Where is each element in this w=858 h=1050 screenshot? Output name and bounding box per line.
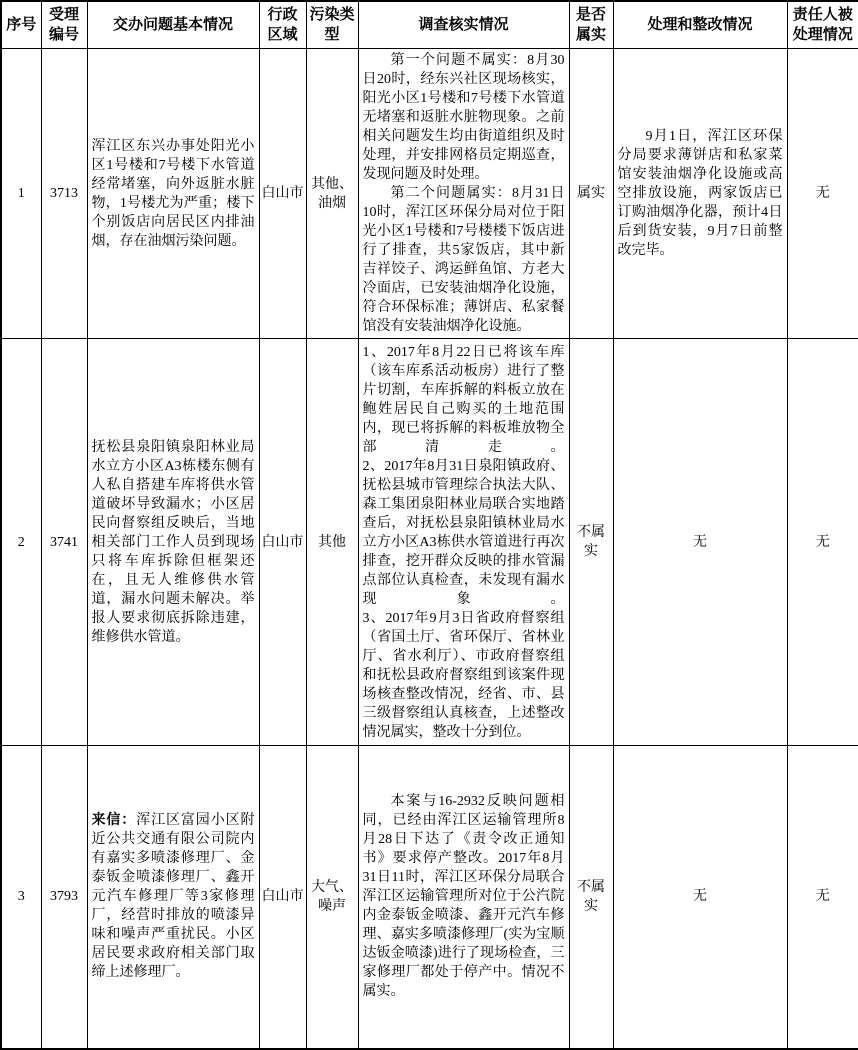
cell-pollution-type: 大气、噪声 (306, 746, 358, 1049)
table-row (1, 746, 858, 1049)
handling-paragraph: 9月1日，浑江区环保分局要求薄饼店和私家菜馆安装油烟净化设施或高空排放设施，两家饭店已订购油烟净化器，预计4日后到货安装，9月7日前整改完毕。 (617, 129, 783, 258)
investigation-paragraph: 1、2017年8月22日已将该车库（该车库系活动板房）进行了整片切割，车库拆解的料板立放在鲍姓居民自己购买的土地范围内，现已将拆解的料板堆放物全部清走。 (362, 344, 565, 455)
column-header-investigation: 调查核实情况 (358, 1, 569, 49)
cell-region: 白山市 (259, 339, 306, 746)
column-header-case-no: 受理编号 (41, 1, 87, 49)
problem-text: 抚松县泉阳镇泉阳林业局水立方小区A3栋楼东侧有人私自搭建车库将供水管道破坏导致漏水；小区居民向督察组反映后，当地相关部门工作人员到现场只将车库拆除但框架还在，且无人维修供水管道，漏水问题未解决。举报人要求彻底拆除违建，维修供水管道。 (91, 439, 255, 645)
cell-case-no: 3793 (41, 746, 87, 1049)
column-header-pollution-type: 污染类型 (306, 1, 358, 49)
problem-text (92, 811, 255, 982)
column-header-region: 行政区域 (259, 1, 306, 49)
problem-body-text: 浑江区富园小区附近公共交通有限公司院内有嘉实多喷漆修理厂、金泰钣金喷漆修理厂、鑫开元汽车修理厂等3家修理厂，经营时排放的喷漆异味和噪声严重扰民。小区居民要求政府相关部门取缔上述修理厂。 (91, 813, 255, 981)
cell-pollution-type: 其他 (306, 339, 358, 746)
table-row (1, 339, 858, 746)
cell-responsible: 无 (787, 339, 858, 746)
cell-verified: 不属实 (569, 746, 613, 1049)
cell-investigation (358, 746, 569, 1049)
column-header-handling: 处理和整改情况 (613, 1, 787, 49)
cell-region: 白山市 (259, 49, 306, 339)
cell-handling: 无 (613, 339, 787, 746)
cell-investigation (358, 49, 569, 339)
column-header-problem: 交办问题基本情况 (87, 1, 259, 49)
investigation-paragraph: 第二个问题属实：8月31日10时，浑江区环保分局对位于阳光小区1号楼和7号楼楼下饭店进行了排查，共5家饭店，其中新吉祥饺子、鸿运鲜鱼馆、方老大冷面店，已安装油烟净化设施，符合环保标准；薄饼店、私家餐馆没有安装油烟净化设施。 (362, 186, 565, 334)
table-body (1, 49, 858, 1049)
cell-verified: 不属实 (569, 339, 613, 746)
column-header-responsible: 责任人被处理情况 (787, 1, 858, 49)
cell-region: 白山市 (259, 746, 306, 1049)
cell-handling (613, 49, 787, 339)
cell-case-no: 3713 (41, 49, 87, 339)
cell-pollution-type: 其他、油烟 (306, 49, 358, 339)
cell-investigation (358, 339, 569, 746)
problem-prefix-label: 来信： (91, 813, 137, 829)
cell-seq: 2 (1, 339, 41, 746)
cell-problem (87, 339, 259, 746)
investigation-paragraph: 本案与16-2932反映问题相同，已经由浑江区运输管理所8月28日下达了《责令改正通知书》要求停产整改。2017年8月31日11时，浑江区环保分局联合浑江区运输管理所对位于公汽院内金泰钣金喷漆、鑫开元汽车修理、嘉实多喷漆修理厂(实为宝顺达钣金喷漆)进行了现场检查，三家修理厂都处于停产中。情况不属实。 (362, 794, 565, 1000)
cell-handling: 无 (613, 746, 787, 1049)
column-header-verified: 是否属实 (569, 1, 613, 49)
investigation-paragraph: 2、2017年8月31日泉阳镇政府、抚松县城市管理综合执法大队、森工集团泉阳林业局联合实地踏查后，对抚松县泉阳镇林业局水立方小区A3栋供水管道进行再次排查，挖开群众反映的排水管漏点部位认真检查，未发现有漏水现象。 (362, 458, 565, 607)
column-header-seq: 序号 (1, 1, 41, 49)
cell-responsible: 无 (787, 49, 858, 339)
cell-seq: 1 (1, 49, 41, 339)
header-row (1, 1, 858, 49)
cell-verified: 属实 (569, 49, 613, 339)
table-header (1, 1, 858, 49)
problem-text: 浑江区东兴办事处阳光小区1号楼和7号楼下水管道经常堵塞，向外返脏水脏物，1号楼尤为严重；楼下个别饭店向居民区内排油烟，存在油烟污染问题。 (91, 138, 255, 249)
cell-seq: 3 (1, 746, 41, 1049)
cell-problem (87, 746, 259, 1049)
investigation-paragraph: 第一个问题不属实：8月30日20时，经东兴社区现场核实，阳光小区1号楼和7号楼下水管道无堵塞和返脏水脏物现象。之前相关问题发生均由街道组织及时处理，并安排网格员定期巡查，发现问题及时处理。 (362, 53, 565, 182)
investigation-paragraph: 3、2017年9月3日省政府督察组（省国土厅、省环保厅、省林业厅、省水利厅）、市政府督察组和抚松县政府督察组到该案件现场核查整改情况，经省、市、县三级督察组认真核查，上述整改情况属实，整改十分到位。 (362, 610, 565, 740)
cell-problem (87, 49, 259, 339)
cell-responsible: 无 (787, 746, 858, 1049)
table-row (1, 49, 858, 339)
cell-case-no: 3741 (41, 339, 87, 746)
